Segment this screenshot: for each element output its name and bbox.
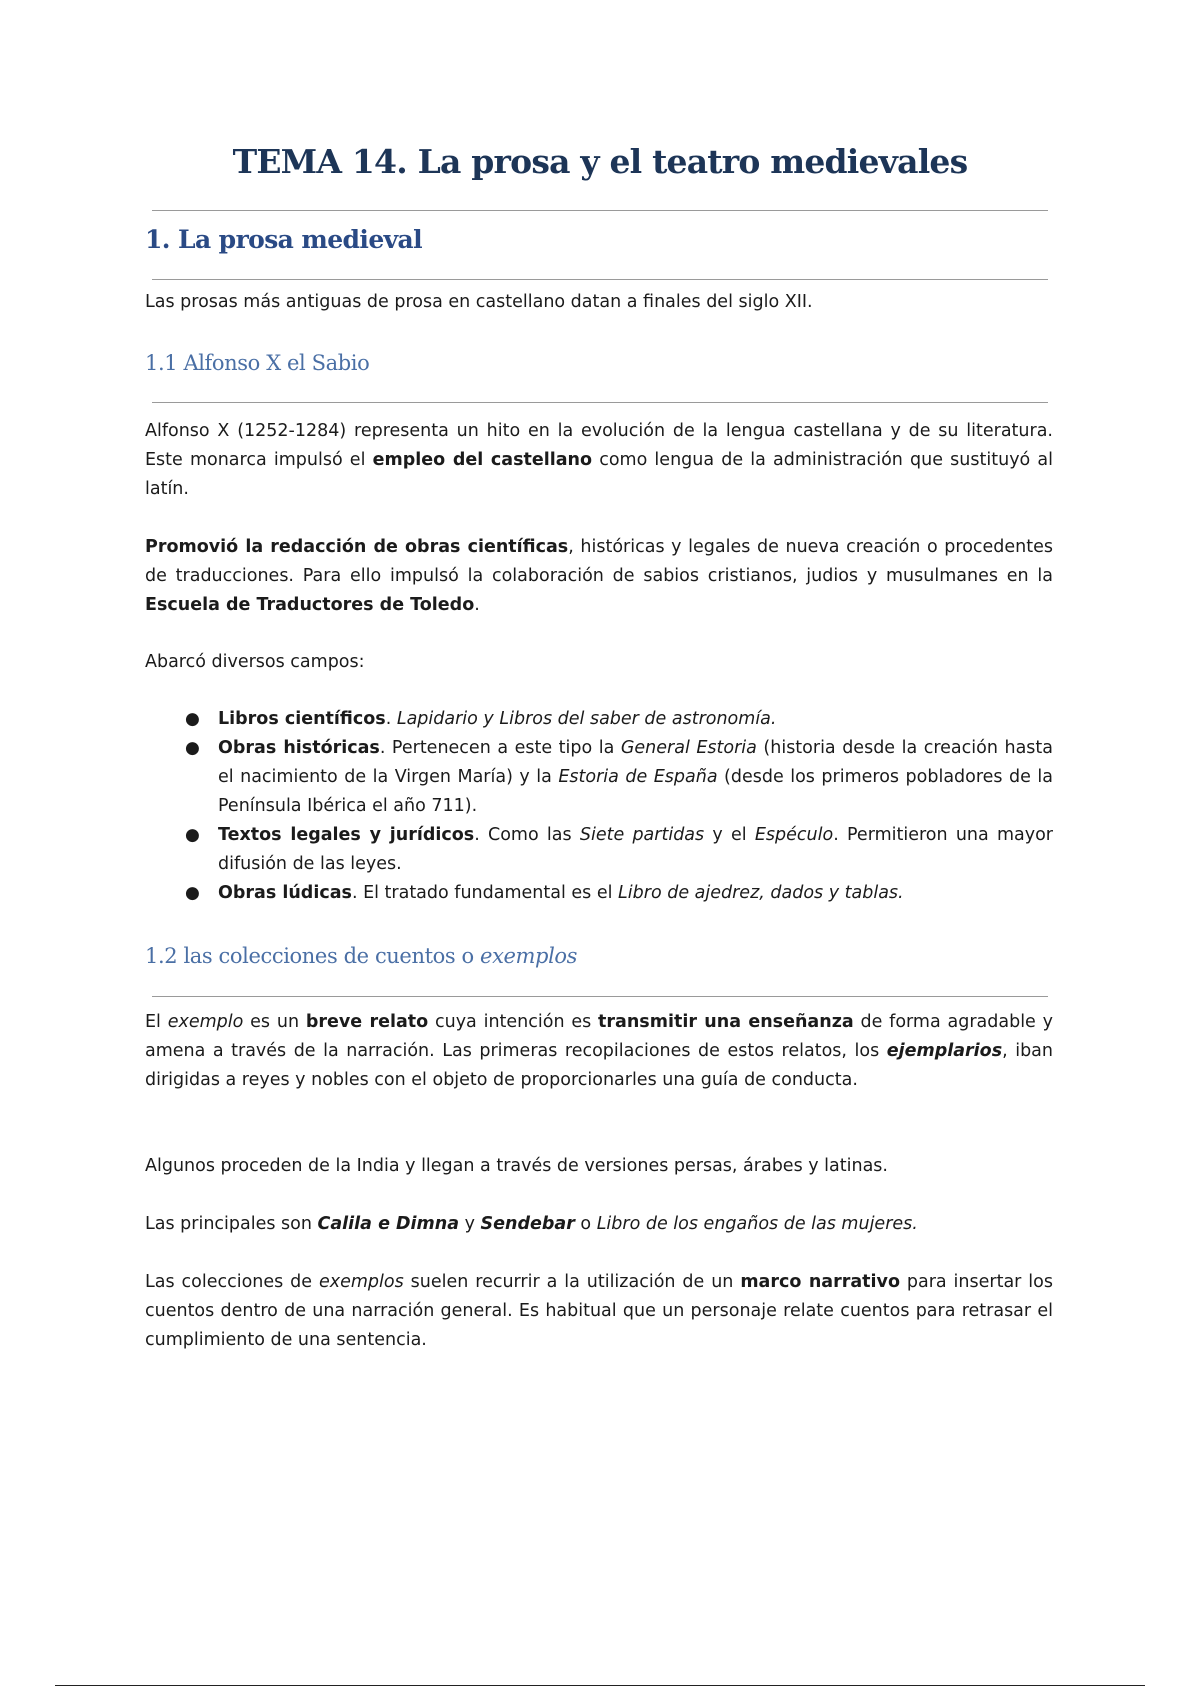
- section-1-1-heading: 1.1 Alfonso X el Sabio: [145, 351, 370, 375]
- list-item: ● Obras históricas. Pertenecen a este tipo la General Estoria (historia desde la creación hasta el nacimiento de la Virgen María) y la Estoria de España (desde los primeros pobladores de la Península Ibérica el año 711).: [145, 734, 1053, 821]
- page-title: TEMA 14. La prosa y el teatro medievales: [232, 142, 968, 181]
- exemplo-paragraph-2: Algunos proceden de la India y llegan a través de versiones persas, árabes y latinas.: [145, 1156, 888, 1176]
- section-1-2-divider: [152, 996, 1048, 997]
- alfonso-paragraph-3: Abarcó diversos campos:: [145, 652, 365, 672]
- list-item: ● Obras lúdicas. El tratado fundamental es el Libro de ajedrez, dados y tablas.: [145, 879, 1053, 908]
- section-1-divider: [152, 279, 1048, 280]
- footer-divider: [55, 1685, 1145, 1686]
- section-1-intro: Las prosas más antiguas de prosa en castellano datan a finales del siglo XII.: [145, 292, 813, 312]
- bullet-icon: ●: [185, 825, 200, 845]
- bullet-icon: ●: [185, 883, 200, 903]
- list-item: ● Textos legales y jurídicos. Como las Siete partidas y el Espéculo. Permitieron una mayor difusión de las leyes.: [145, 821, 1053, 879]
- exemplo-paragraph-4: Las colecciones de exemplos suelen recurrir a la utilización de un marco narrativo para insertar los cuentos dentro de una narración general. Es habitual que un personaje relate cuentos para retrasar el cumplimiento de una sentencia.: [145, 1272, 1053, 1350]
- bullet-icon: ●: [185, 709, 200, 729]
- section-1-heading: 1. La prosa medieval: [145, 225, 423, 254]
- bullet-icon: ●: [185, 738, 200, 758]
- exemplo-paragraph-3: Las principales son Calila e Dimna y Sendebar o Libro de los engaños de las mujeres.: [145, 1214, 918, 1234]
- section-1-1-divider: [152, 402, 1048, 403]
- alfonso-paragraph-2: Promovió la redacción de obras científicas, históricas y legales de nueva creación o procedentes de traducciones. Para ello impulsó la colaboración de sabios cristianos, judios y musulmanes en la Escuela de Traductores de Toledo.: [145, 537, 1053, 615]
- alfonso-paragraph-1: Alfonso X (1252-1284) representa un hito en la evolución de la lengua castellana y de su literatura. Este monarca impulsó el empleo del castellano como lengua de la administración que sustituyó al latín.: [145, 421, 1053, 499]
- section-1-2-heading: 1.2 las colecciones de cuentos o exemplos: [145, 944, 578, 968]
- fields-list: [145, 705, 1053, 908]
- list-item: ● Libros científicos. Lapidario y Libros del saber de astronomía.: [145, 705, 1053, 734]
- title-divider: [152, 210, 1048, 211]
- exemplo-paragraph-1: El exemplo es un breve relato cuya intención es transmitir una enseñanza de forma agradable y amena a través de la narración. Las primeras recopilaciones de estos relatos, los ejemplarios, iban dirigidas a reyes y nobles con el objeto de proporcionarles una guía de conducta.: [145, 1012, 1053, 1090]
